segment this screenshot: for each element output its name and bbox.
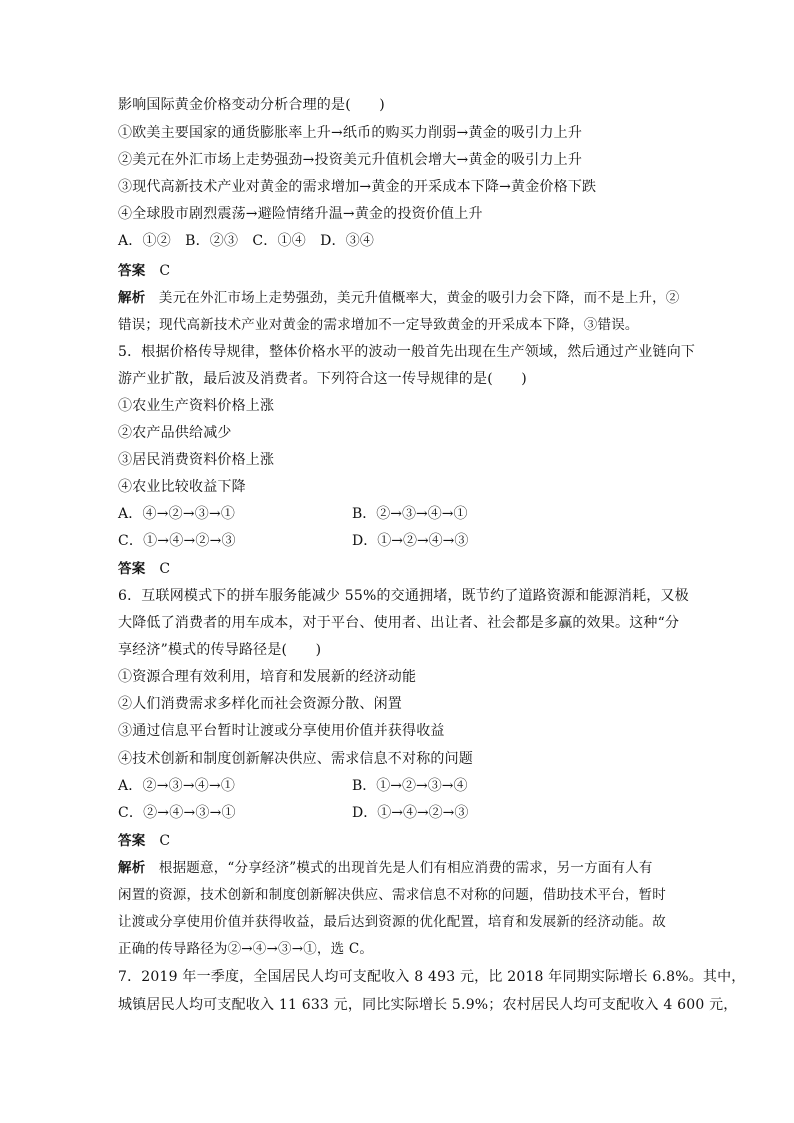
q7-stem-line-1: 7．2019 年一季度，全国居民人均可支配收入 8 493 元，比 2018 年同期实际增长 6.8%。其中，	[118, 969, 746, 985]
answer-value: C	[159, 263, 171, 279]
answer-value: C	[159, 833, 171, 849]
q4-item-3: ③现代高新技术产业对黄金的需求增加→黄金的开采成本下降→黄金价格下跌	[118, 179, 597, 195]
q6-answer	[118, 832, 170, 850]
q6-analysis-line-4: 正确的传导路径为②→④→③→①，选 C。	[118, 941, 374, 957]
q6-stem-line-1: 6．互联网模式下的拼车服务能减少 55%的交通拥堵，既节约了道路资源和能源消耗，又极	[118, 588, 689, 604]
analysis-label: 解析	[118, 290, 146, 306]
q4-analysis-line-2: 错误；现代高新技术产业对黄金的需求增加不一定导致黄金的开采成本下降，③错误。	[118, 317, 639, 333]
answer-label: 答案	[118, 263, 146, 279]
q5-option-b: B．②→③→④→①	[352, 506, 468, 522]
q4-options: A．①② B．②③ C．①④ D．③④	[118, 233, 375, 249]
answer-label: 答案	[118, 561, 146, 577]
q5-stem-line-1: 5．根据价格传导规律，整体价格水平的波动一般首先出现在生产领域，然后通过产业链向下	[118, 344, 696, 360]
q4-answer	[118, 262, 170, 280]
q6-item-2: ②人们消费需求多样化而社会资源分散、闲置	[118, 696, 402, 712]
q5-option-c: C．①→④→②→③	[118, 533, 236, 549]
q6-item-4: ④技术创新和制度创新解决供应、需求信息不对称的问题	[118, 751, 473, 767]
q6-stem-line-2: 大降低了消费者的用车成本，对于平台、使用者、出让者、社会都是多赢的效果。这种“分	[118, 615, 680, 631]
q6-option-c: C．②→④→③→①	[118, 805, 236, 821]
q6-analysis-line-1	[118, 859, 653, 877]
q6-item-3: ③通过信息平台暂时让渡或分享使用价值并获得收益	[118, 723, 445, 739]
analysis-text: 美元在外汇市场上走势强劲，美元升值概率大，黄金的吸引力会下降，而不是上升，②	[158, 290, 680, 306]
q4-analysis-line-1	[118, 289, 680, 307]
answer-label: 答案	[118, 833, 146, 849]
q4-item-1: ①欧美主要国家的通货膨胀率上升→纸币的购买力削弱→黄金的吸引力上升	[118, 125, 583, 141]
q5-item-4: ④农业比较收益下降	[118, 479, 246, 495]
answer-value: C	[159, 561, 171, 577]
q6-option-d: D．①→④→②→③	[352, 805, 469, 821]
q7-stem-line-2: 城镇居民人均可支配收入 11 633 元，同比实际增长 5.9%；农村居民人均可支配收入 4 600 元，	[118, 997, 738, 1013]
q5-item-1: ①农业生产资料价格上涨	[118, 398, 275, 414]
q5-answer	[118, 560, 170, 578]
q5-item-2: ②农产品供给减少	[118, 425, 232, 441]
q4-item-4: ④全球股市剧烈震荡→避险情绪升温→黄金的投资价值上升	[118, 206, 483, 222]
q6-item-1: ①资源合理有效利用，培育和发展新的经济动能	[118, 669, 417, 685]
q4-item-2: ②美元在外汇市场上走势强劲→投资美元升值机会增大→黄金的吸引力上升	[118, 152, 583, 168]
q6-stem-line-3: 享经济”模式的传导路径是( )	[118, 642, 322, 658]
q6-option-b: B．①→②→③→④	[352, 778, 468, 794]
q6-analysis-line-2: 闲置的资源，技术创新和制度创新解决供应、需求信息不对称的问题，借助技术平台，暂时	[118, 887, 666, 903]
q6-option-a: A．②→③→④→①	[118, 778, 236, 794]
q4-stem: 影响国际黄金价格变动分析合理的是( )	[118, 97, 385, 113]
q5-stem-line-2: 游产业扩散，最后波及消费者。下列符合这一传导规律的是( )	[118, 371, 527, 387]
q5-option-d: D．①→②→④→③	[352, 533, 469, 549]
analysis-text: 根据题意，“分享经济”模式的出现首先是人们有相应消费的需求，另一方面有人有	[158, 860, 653, 876]
q5-option-a: A．④→②→③→①	[118, 506, 236, 522]
analysis-label: 解析	[118, 860, 146, 876]
q6-analysis-line-3: 让渡或分享使用价值并获得收益，最后达到资源的优化配置，培育和发展新的经济动能。故	[118, 914, 666, 930]
q5-item-3: ③居民消费资料价格上涨	[118, 452, 275, 468]
